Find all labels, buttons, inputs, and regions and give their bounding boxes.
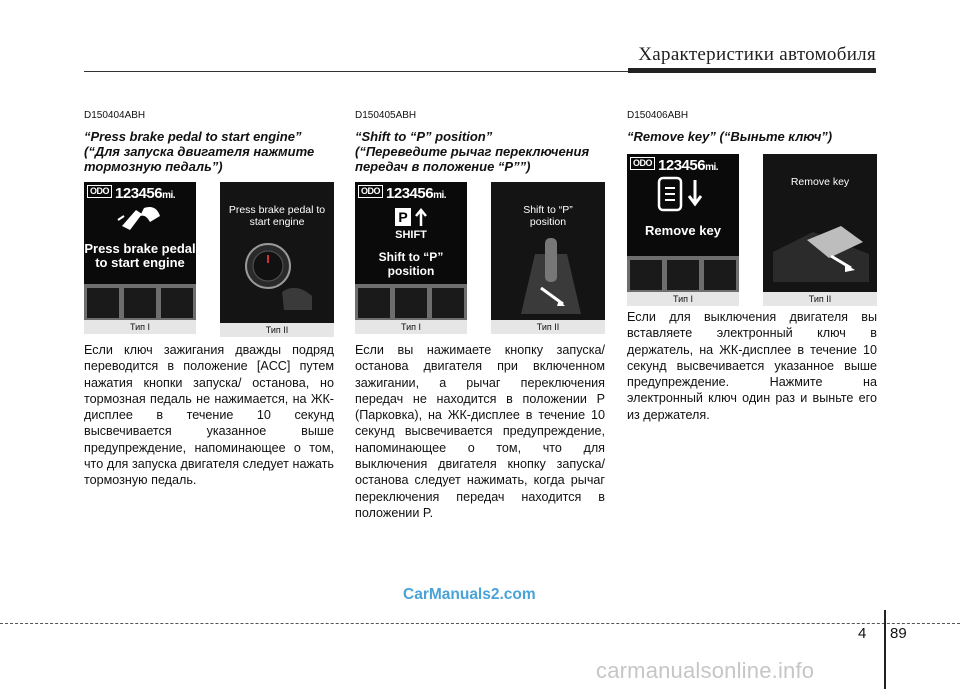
section-brake-pedal — [84, 110, 334, 489]
section-heading-ru: (“Переведите рычаг переключения передач в положение “P””) — [355, 144, 590, 174]
svg-text:P: P — [398, 209, 408, 225]
figure-row — [627, 154, 877, 309]
cluster-message: Remove key — [645, 223, 721, 238]
header-rule-accent — [628, 68, 876, 73]
photo-message: Shift to “P” position — [523, 204, 573, 228]
park-shift-icon — [393, 206, 433, 228]
section-code: D150404ABH — [84, 110, 146, 121]
caption-type1: Тип I — [84, 320, 196, 334]
photo-message: Remove key — [790, 176, 850, 188]
section-heading-en: “Shift to “P” position” — [355, 129, 493, 144]
cluster-display-type1 — [627, 154, 739, 306]
chapter-number: 4 — [858, 625, 867, 642]
figure-row — [84, 182, 334, 342]
caption-type2: Тип II — [220, 323, 334, 337]
cluster-screen — [627, 154, 739, 256]
cluster-segments — [627, 260, 739, 290]
shift-lever-icon — [511, 234, 591, 316]
section-heading-ru: (“Для запуска двигателя нажмите тормозную педаль”) — [84, 144, 315, 174]
section-heading-en: “Press brake pedal to start engine” — [84, 129, 302, 144]
photo-key-holder — [763, 154, 877, 306]
key-fob-icon — [655, 176, 711, 216]
photo-start-button — [220, 182, 334, 337]
caption-type2: Тип II — [763, 292, 877, 306]
cluster-segments — [355, 288, 467, 318]
footer-divider — [884, 610, 886, 689]
shift-badge: SHIFT — [395, 229, 427, 241]
cluster-display-type1 — [84, 182, 196, 334]
footer-rule — [0, 623, 960, 624]
page-number: 89 — [890, 625, 907, 642]
caption-type2: Тип II — [491, 320, 605, 334]
section-shift-to-p — [355, 110, 605, 521]
odometer: ODO 123456mi. — [630, 157, 718, 174]
section-code: D150406ABH — [627, 110, 689, 121]
odometer: ODO 123456mi. — [358, 185, 446, 202]
section-body: Если для выключения двигателя вы вставляете электронный ключ в держатель, на ЖК-дисплее в течение 10 секунд высвечивается указанное выше предупреждение. Нажмите на электронный ключ один раз и выньте его из держателя. — [627, 310, 877, 422]
photo-shift-lever — [491, 182, 605, 334]
cluster-message: Shift to “P” position — [378, 250, 444, 278]
engine-start-stop-button-icon — [238, 236, 318, 316]
photo-message: Press brake pedal to start engine — [228, 204, 326, 228]
cluster-display-type1 — [355, 182, 467, 334]
watermark-footer: carmanualsonline.info — [596, 658, 815, 683]
cluster-screen — [355, 182, 467, 284]
odometer: ODO 123456mi. — [87, 185, 175, 202]
header-title: Характеристики автомобиля — [638, 44, 876, 65]
caption-type1: Тип I — [355, 320, 467, 334]
watermark-link[interactable]: CarManuals2.com — [403, 586, 536, 603]
section-heading-en: “Remove key” (“Выньте ключ”) — [627, 129, 833, 144]
smart-key-icon — [773, 202, 869, 282]
section-remove-key — [627, 110, 877, 423]
caption-type1: Тип I — [627, 292, 739, 306]
cluster-message: Press brake pedal to start engine — [84, 241, 196, 270]
brake-pedal-icon — [116, 202, 164, 232]
section-body: Если вы нажимаете кнопку запуска/ останова двигателя при включенном зажигании, а рычаг переключения передач не находится в положении P (Парковка), на ЖК-дисплее в течение 10 секунд высвечивается предупреждение, напоминающее о том, что для выключения двигателя кнопку запуска/останова следует нажимать, когда рычаг переключения передач находится в положении P. — [355, 343, 605, 520]
cluster-segments — [84, 288, 196, 318]
figure-row — [355, 182, 605, 342]
section-code: D150405ABH — [355, 110, 417, 121]
cluster-screen — [84, 182, 196, 284]
section-body: Если ключ зажигания дважды подряд переводится в положение [ACC] путем нажатия кнопки запуска/ останова, но тормозная педаль не нажимается, на ЖК-дисплее в течение 10 секунд высвечивается указанное выше предупреждение, напоминающее о том, что для запуска двигателя следует нажать тормозную педаль. — [84, 343, 334, 488]
